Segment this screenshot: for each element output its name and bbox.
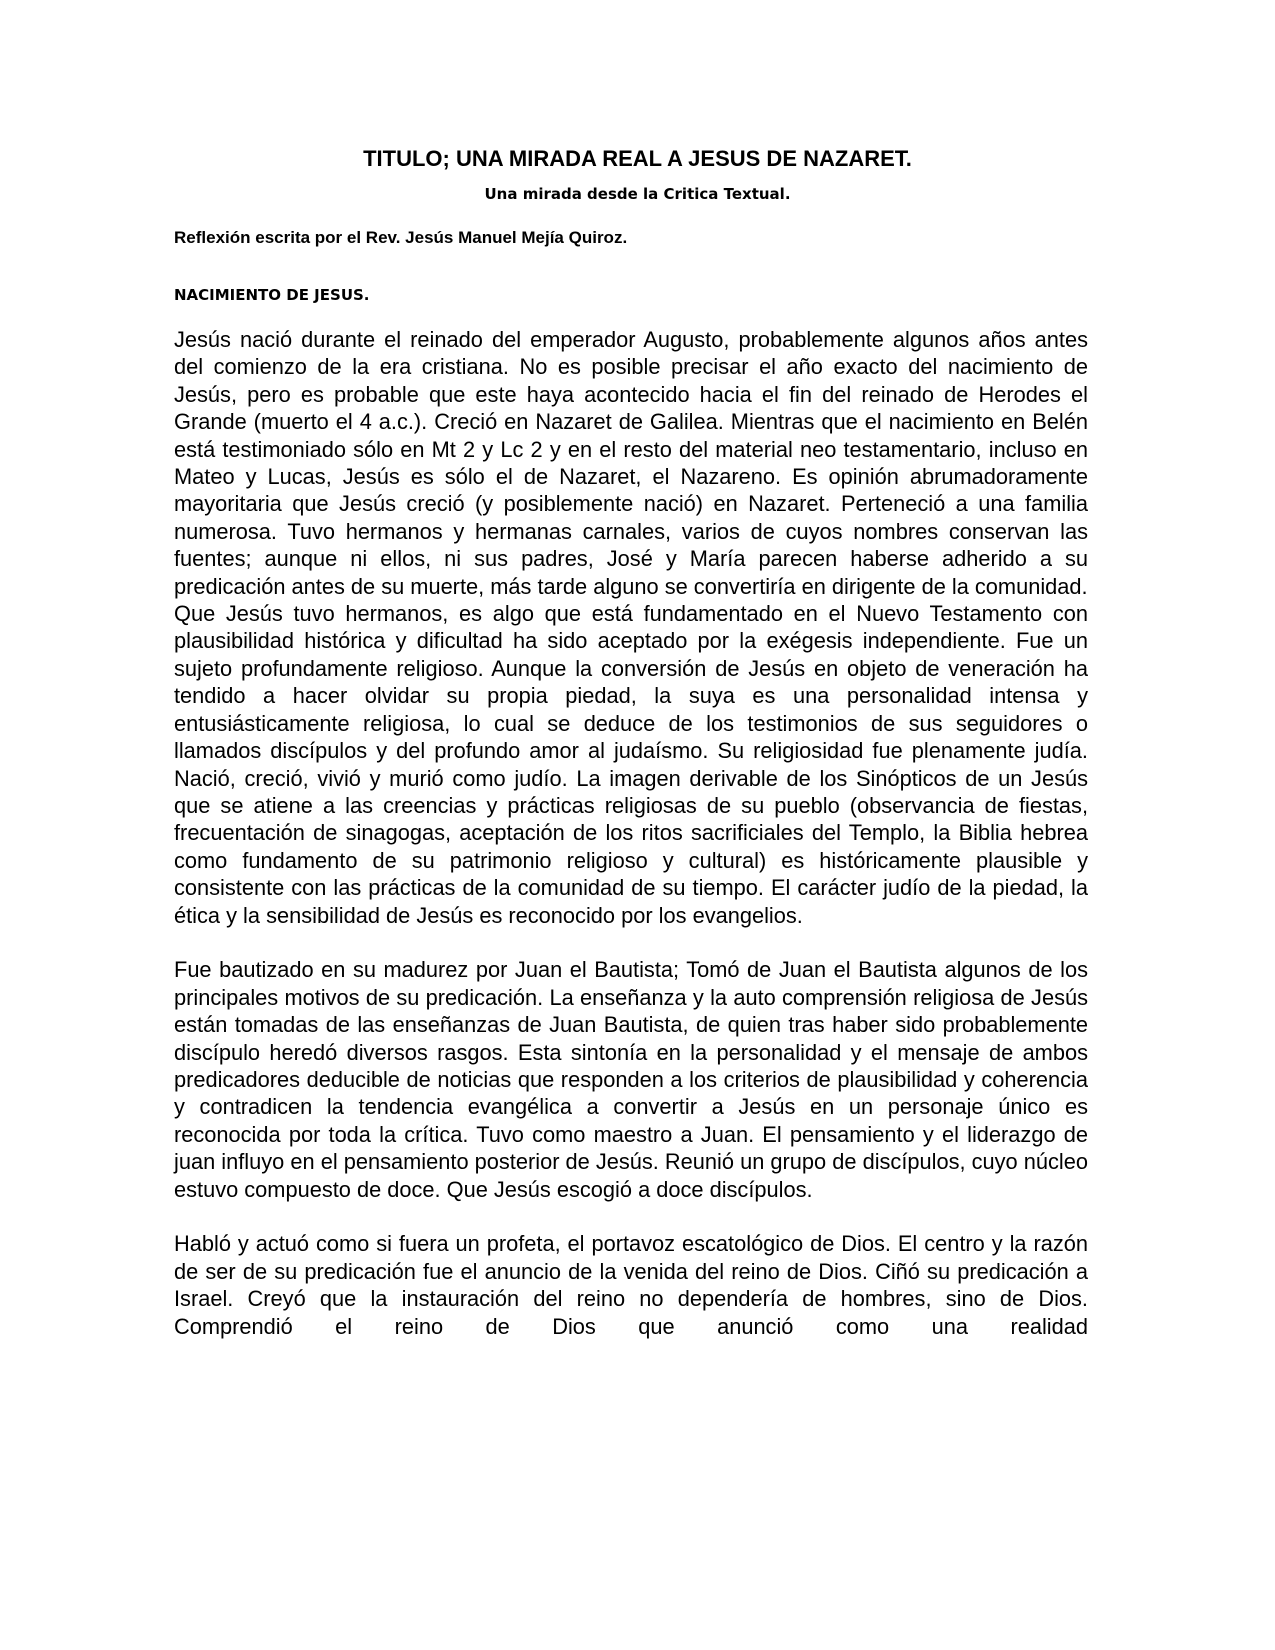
document-title: TITULO; UNA MIRADA REAL A JESUS DE NAZARET. <box>363 146 912 171</box>
section-heading: NACIMIENTO DE JESUS. <box>174 286 370 304</box>
paragraph: Que Jesús tuvo hermanos, es algo que está fundamentado en el Nuevo Testamento con plausibilidad histórica y dificultad ha sido aceptado por la exégesis independiente. Fue un sujeto profundamente religioso. Aunque la conversión de Jesús en objeto de veneración ha tendido a hacer olvidar su propia piedad, la suya es una personalidad intensa y entusiásticamente religiosa, lo cual se deduce de los testimonios de sus seguidores o llamados discípulos y del profundo amor al judaísmo. Su religiosidad fue plenamente judía. Nació, creció, vivió y murió como judío. La imagen derivable de los Sinópticos de un Jesús que se atiene a las creencias y prácticas religiosas de su pueblo (observancia de fiestas, frecuentación de sinagogas, aceptación de los ritos sacrificiales del Templo, la Biblia hebrea como fundamento de su patrimonio religioso y cultural) es históricamente plausible y consistente con las prácticas de la comunidad de su tiempo. El carácter judío de la piedad, la ética y la sensibilidad de Jesús es reconocido por los evangelios. <box>174 601 1088 928</box>
author-line: Reflexión escrita por el Rev. Jesús Manuel Mejía Quiroz. <box>174 228 628 247</box>
paragraph: Jesús nació durante el reinado del emperador Augusto, probablemente algunos años antes del comienzo de la era cristiana. No es posible precisar el año exacto del nacimiento de Jesús, pero es probable que este haya acontecido hacia el fin del reinado de Herodes el Grande (muerto el 4 a.c.). Creció en Nazaret de Galilea. Mientras que el nacimiento en Belén está testimoniado sólo en Mt 2 y Lc 2 y en el resto del material neo testamentario, incluso en Mateo y Lucas, Jesús es sólo el de Nazaret, el Nazareno. Es opinión abrumadoramente mayoritaria que Jesús creció (y posiblemente nació) en Nazaret. Perteneció a una familia numerosa. Tuvo hermanos y hermanas carnales, varios de cuyos nombres conservan las fuentes; aunque ni ellos, ni sus padres, José y María parecen haberse adherido a su predicación antes de su muerte, más tarde alguno se convertiría en dirigente de la comunidad. <box>174 327 1088 599</box>
paragraph: Fue bautizado en su madurez por Juan el Bautista; Tomó de Juan el Bautista algunos de los principales motivos de su predicación. La enseñanza y la auto comprensión religiosa de Jesús están tomadas de las enseñanzas de Juan Bautista, de quien tras haber sido probablemente discípulo heredó diversos rasgos. Esta sintonía en la personalidad y el mensaje de ambos predicadores deducible de noticias que responden a los criterios de plausibilidad y coherencia y contradicen la tendencia evangélica a convertir a Jesús en un personaje único es reconocida por toda la crítica. Tuvo como maestro a Juan. El pensamiento y el liderazgo de juan influyo en el pensamiento posterior de Jesús. Reunió un grupo de discípulos, cuyo núcleo estuvo compuesto de doce. Que Jesús escogió a doce discípulos. <box>174 957 1088 1202</box>
paragraph: Habló y actuó como si fuera un profeta, el portavoz escatológico de Dios. El centro y la razón de ser de su predicación fue el anuncio de la venida del reino de Dios. Ciñó su predicación a Israel. Creyó que la instauración del reino no dependería de hombres, sino de Dios. Comprendió el reino de Dios que anunció como una realidad <box>174 1231 1088 1339</box>
document-subtitle: Una mirada desde la Critica Textual. <box>484 185 791 203</box>
document-body <box>174 326 1088 1340</box>
